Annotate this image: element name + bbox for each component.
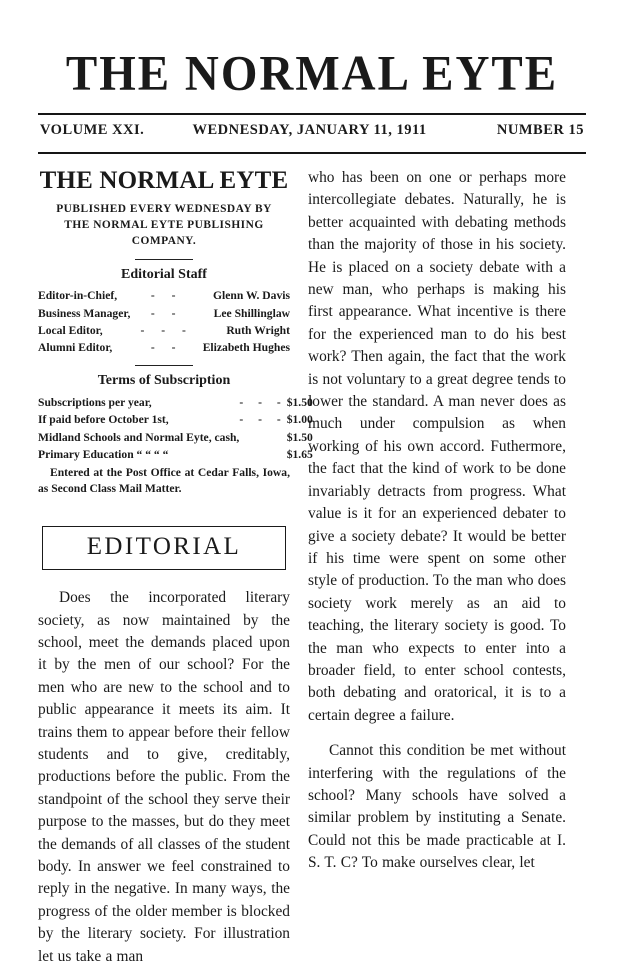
editorial-section-header <box>42 526 286 570</box>
editorial-staff-table <box>38 288 290 357</box>
subscription-label: If paid before October 1st, <box>38 413 169 427</box>
publisher-line-1: PUBLISHED EVERY WEDNESDAY BY <box>56 203 272 215</box>
subscription-price: $1.50 <box>286 430 313 444</box>
divider-rule-subscription <box>135 365 193 366</box>
subscription-label: Subscriptions per year, <box>38 396 152 410</box>
editorial-paragraph: Does the incorporated literary society, as now maintained by the school, meet the demands placed upon it by the men of our school? For the men who are new to the school and to public appearance it meets its aim. It trains them to appear before their fellow students and to give, creditably, productions before the public. From the standpoint of the school they serve their purpose to the masses, but do they meet the demands of all classes of the student body. In answer we feel constrained to reply in the negative. In many ways, the progress of the older member is blocked by the literary society. For illustration let us take a man <box>38 589 290 965</box>
masthead-volume-line <box>38 115 586 145</box>
editorial-label: EDITORIAL <box>86 533 242 561</box>
table-row <box>38 446 313 463</box>
article-paragraph: Cannot this condition be met without interfering with the regulations of the school? Many schools have solved a similar problem by instituting a Senate. Could not this be made practicable at I. S. T. C? To make ourselves clear, let <box>308 742 566 872</box>
staff-leader-dots: - - - <box>140 323 193 337</box>
subscription-price: $1.65 <box>286 447 313 461</box>
table-row <box>38 412 313 429</box>
editorial-staff-heading: Editorial Staff <box>121 266 207 282</box>
right-column <box>308 167 566 875</box>
subscription-heading: Terms of Subscription <box>97 373 231 389</box>
subscription-leader-dots: - - - <box>239 413 287 427</box>
staff-name: Lee Shillinglaw <box>213 306 290 320</box>
nameplate-title: THE NORMAL EYTE <box>39 167 289 194</box>
staff-leader-dots: - - <box>150 289 183 303</box>
table-row <box>38 288 290 305</box>
subscription-label: Primary Education “ “ “ “ <box>38 447 169 461</box>
table-row <box>38 305 290 322</box>
staff-name: Glenn W. Davis <box>213 289 290 303</box>
table-row <box>38 429 313 446</box>
column-container <box>38 167 586 968</box>
subscription-price: $1.00 <box>286 413 313 427</box>
postal-entry-note: Entered at the Post Office at Cedar Falls, Iowa, as Second Class Mail Matter. <box>38 466 290 495</box>
publisher-line-2: THE NORMAL EYTE PUBLISHING <box>64 219 264 232</box>
table-row <box>38 394 313 411</box>
staff-leader-dots: - - <box>150 341 183 355</box>
staff-role: Editor-in-Chief, <box>38 289 118 303</box>
subscription-price: $1.50 <box>286 396 313 410</box>
staff-leader-dots: - - <box>150 306 183 320</box>
issue-date: WEDNESDAY, JANUARY 11, 1911 <box>192 122 427 138</box>
left-column <box>38 167 313 968</box>
table-row <box>38 322 290 339</box>
subscription-label: Midland Schools and Normal Eyte, cash, <box>38 430 240 444</box>
masthead-title: THE NORMAL EYTE <box>65 46 559 102</box>
subscription-table <box>38 394 313 463</box>
staff-role: Business Manager, <box>38 306 131 320</box>
subscription-leader-dots <box>239 446 286 463</box>
divider-rule-staff <box>135 259 193 260</box>
masthead <box>38 0 586 154</box>
subscription-leader-dots: - - - <box>239 396 287 410</box>
article-paragraph: who has been on one or perhaps more intercollegiate debates. Naturally, he is better acquainted with debating methods than the majority of those in his society. He is placed on a society debate with a new man, who perhaps is making his first appearance. What incentive is there for the experienced man to do his best work? Then again, the fact that the work is not voluntary to a great degree tends to lower the standard. A man never does as much under compulsion as when working of his own accord. Futhermore, the fact that the kind of work to be done invariably detracts from progress. What value is it for an experienced debater to give a society debate? It would be better if his time were spent on some other style of production. To the man who does society work merely as an aid to teaching, the literary society is good. To the man who expects to enter into a broader field, to enter school contests, both debating and oratorical, it is to a certain degree a failure. <box>308 169 566 724</box>
table-row <box>38 339 290 356</box>
subscription-leader-dots <box>239 429 286 446</box>
staff-name: Ruth Wright <box>226 323 290 337</box>
staff-role: Local Editor, <box>38 323 103 337</box>
staff-role: Alumni Editor, <box>38 341 113 355</box>
masthead-rule-bottom <box>38 152 586 154</box>
staff-name: Elizabeth Hughes <box>202 341 290 355</box>
volume-number: VOLUME XXI. <box>40 122 145 138</box>
publisher-statement <box>38 201 290 250</box>
issue-number: NUMBER 15 <box>496 122 584 138</box>
publisher-line-3: COMPANY. <box>131 235 197 248</box>
